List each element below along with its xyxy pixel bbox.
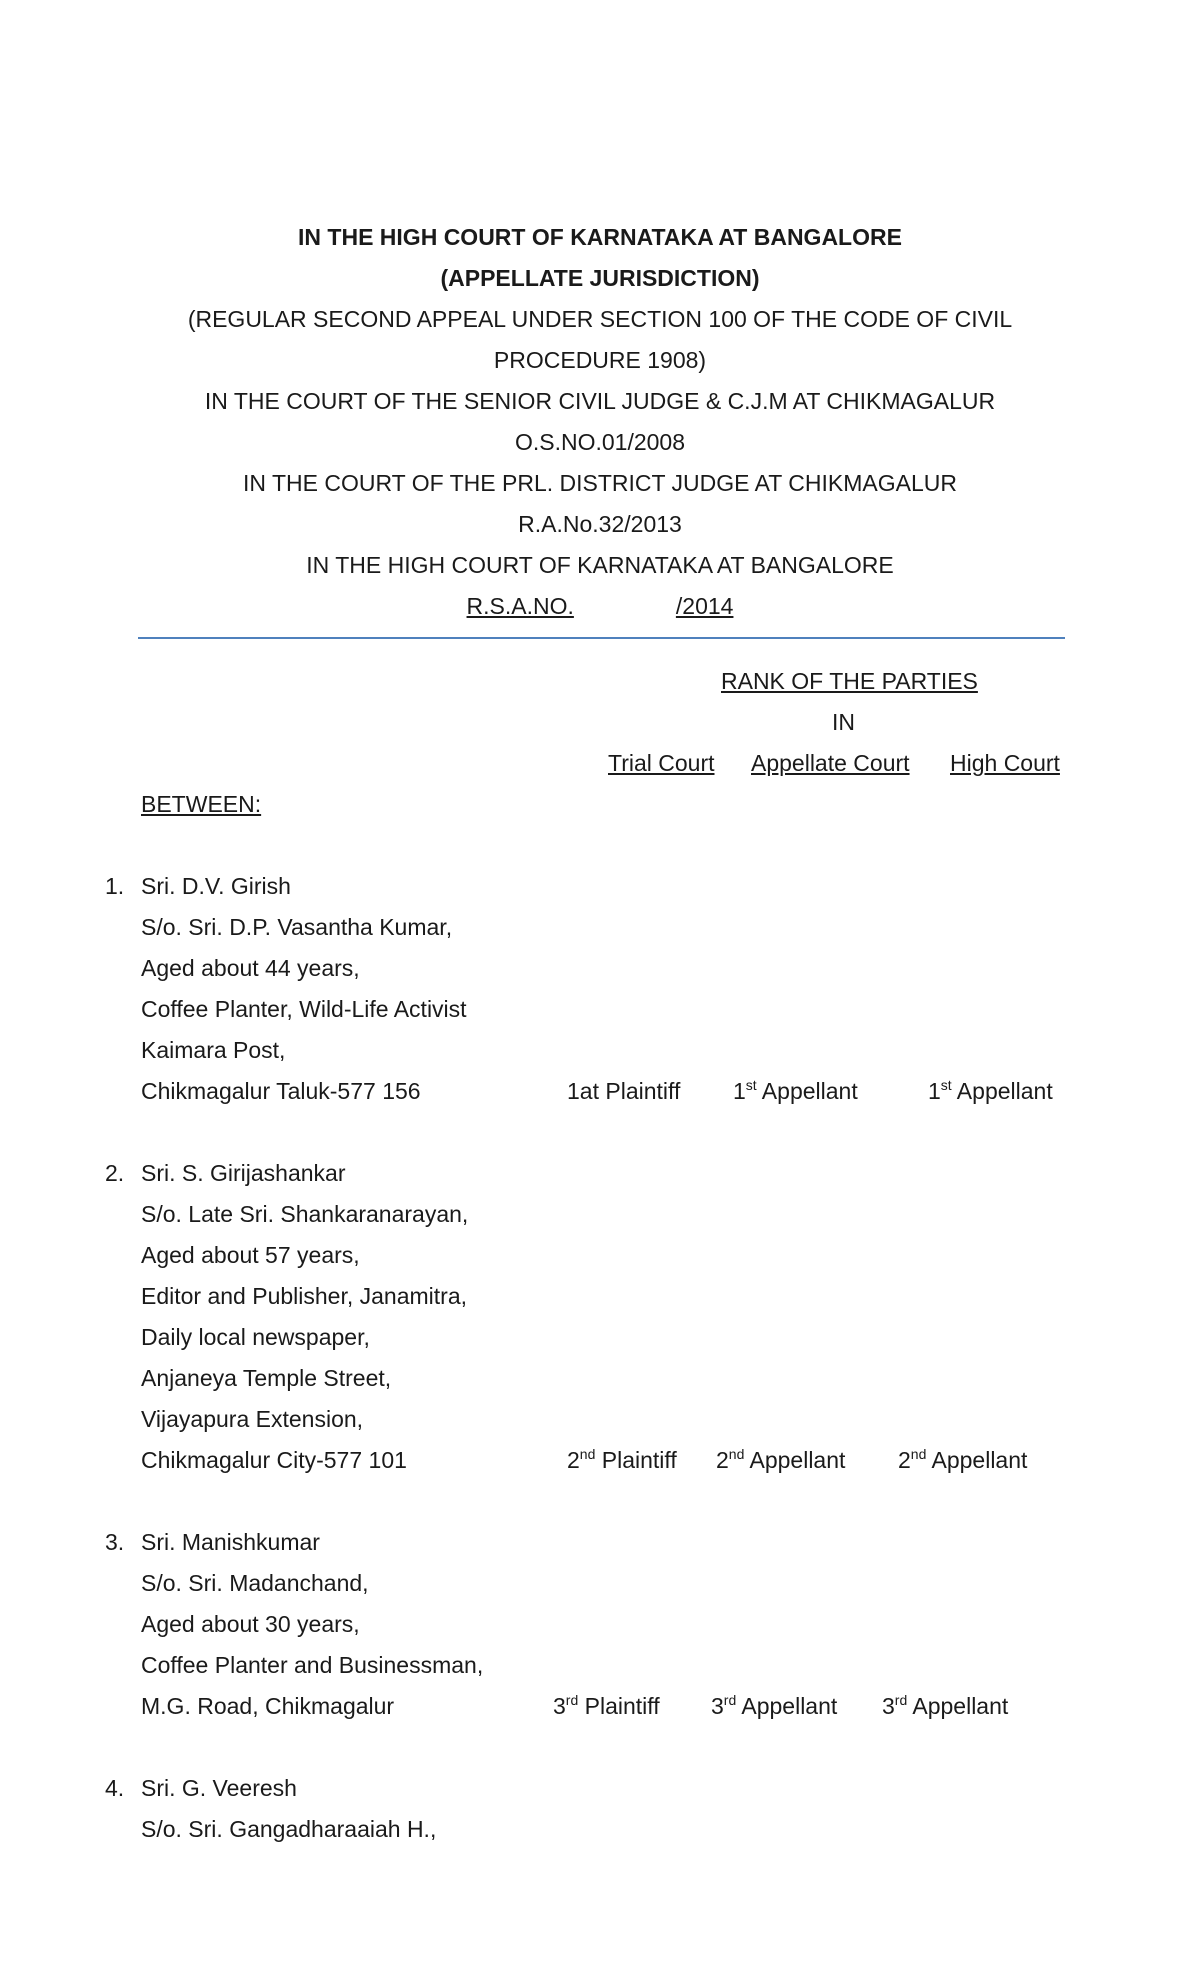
rank-trial: 2nd Plaintiff xyxy=(567,1446,677,1473)
appeal-type-line-2: PROCEDURE 1908) xyxy=(493,347,707,373)
party-detail: Coffee Planter and Businessman, xyxy=(141,1652,484,1678)
party-detail: Coffee Planter, Wild-Life Activist xyxy=(141,996,467,1022)
rsa-number xyxy=(0,586,1200,627)
party-detail: S/o. Sri. Madanchand, xyxy=(141,1570,369,1596)
party-detail: Daily local newspaper, xyxy=(141,1324,370,1350)
party-number: 2. xyxy=(105,1160,125,1186)
party-detail: M.G. Road, Chikmagalur xyxy=(141,1693,395,1719)
rank-appellate: 1st Appellant xyxy=(733,1077,858,1104)
rank-high: 3rd Appellant xyxy=(882,1692,1009,1719)
column-trial-court: Trial Court xyxy=(608,750,715,776)
rank-high: 2nd Appellant xyxy=(898,1446,1028,1473)
party-name: Sri. S. Girijashankar xyxy=(141,1160,346,1186)
high-court-line: IN THE HIGH COURT OF KARNATAKA AT BANGALORE xyxy=(306,552,894,578)
party-detail: S/o. Late Sri. Shankaranarayan, xyxy=(141,1201,469,1227)
party-number: 3. xyxy=(105,1529,125,1555)
rank-appellate: 2nd Appellant xyxy=(716,1446,846,1473)
party-detail: Kaimara Post, xyxy=(141,1037,286,1063)
appellate-court-line: IN THE COURT OF THE PRL. DISTRICT JUDGE AT CHIKMAGALUR xyxy=(243,470,957,496)
court-title: IN THE HIGH COURT OF KARNATAKA AT BANGALORE xyxy=(298,224,902,250)
party-detail: Editor and Publisher, Janamitra, xyxy=(141,1283,468,1309)
party-number: 4. xyxy=(105,1775,125,1801)
party-detail: Aged about 57 years, xyxy=(141,1242,360,1268)
party-name: Sri. D.V. Girish xyxy=(141,873,291,899)
party-detail: Aged about 44 years, xyxy=(141,955,360,981)
rank-in: IN xyxy=(832,709,855,735)
between-label: BETWEEN: xyxy=(141,791,262,817)
rank-trial: 1at Plaintiff xyxy=(567,1078,681,1104)
rank-trial: 3rd Plaintiff xyxy=(553,1692,660,1719)
trial-court-line: IN THE COURT OF THE SENIOR CIVIL JUDGE & C.J.M AT CHIKMAGALUR xyxy=(204,388,996,414)
party-detail: S/o. Sri. D.P. Vasantha Kumar, xyxy=(141,914,453,940)
rank-high: 1st Appellant xyxy=(928,1077,1053,1104)
party-name: Sri. G. Veeresh xyxy=(141,1775,297,1801)
rsa-suffix: /2014 xyxy=(675,593,734,619)
party-number: 1. xyxy=(105,873,125,899)
jurisdiction: (APPELLATE JURISDICTION) xyxy=(440,265,760,291)
party-detail: Chikmagalur Taluk-577 156 xyxy=(141,1078,421,1104)
party-detail: Chikmagalur City-577 101 xyxy=(141,1447,407,1473)
party-name: Sri. Manishkumar xyxy=(141,1529,320,1555)
os-number: O.S.NO.01/2008 xyxy=(514,429,686,455)
column-appellate-court: Appellate Court xyxy=(751,750,910,776)
party-detail: Aged about 30 years, xyxy=(141,1611,360,1637)
appeal-type-line-1: (REGULAR SECOND APPEAL UNDER SECTION 100 OF THE CODE OF CIVIL xyxy=(187,306,1013,332)
case-heading xyxy=(0,217,1200,627)
column-high-court: High Court xyxy=(950,750,1060,776)
rank-title: RANK OF THE PARTIES xyxy=(721,668,978,694)
party-detail: Vijayapura Extension, xyxy=(141,1406,364,1432)
heading-divider xyxy=(138,637,1065,639)
rank-appellate: 3rd Appellant xyxy=(711,1692,838,1719)
party-detail: S/o. Sri. Gangadharaaiah H., xyxy=(141,1816,437,1842)
ra-number: R.A.No.32/2013 xyxy=(518,511,682,537)
party-detail: Anjaneya Temple Street, xyxy=(141,1365,392,1391)
rsa-prefix: R.S.A.NO. xyxy=(466,593,574,619)
